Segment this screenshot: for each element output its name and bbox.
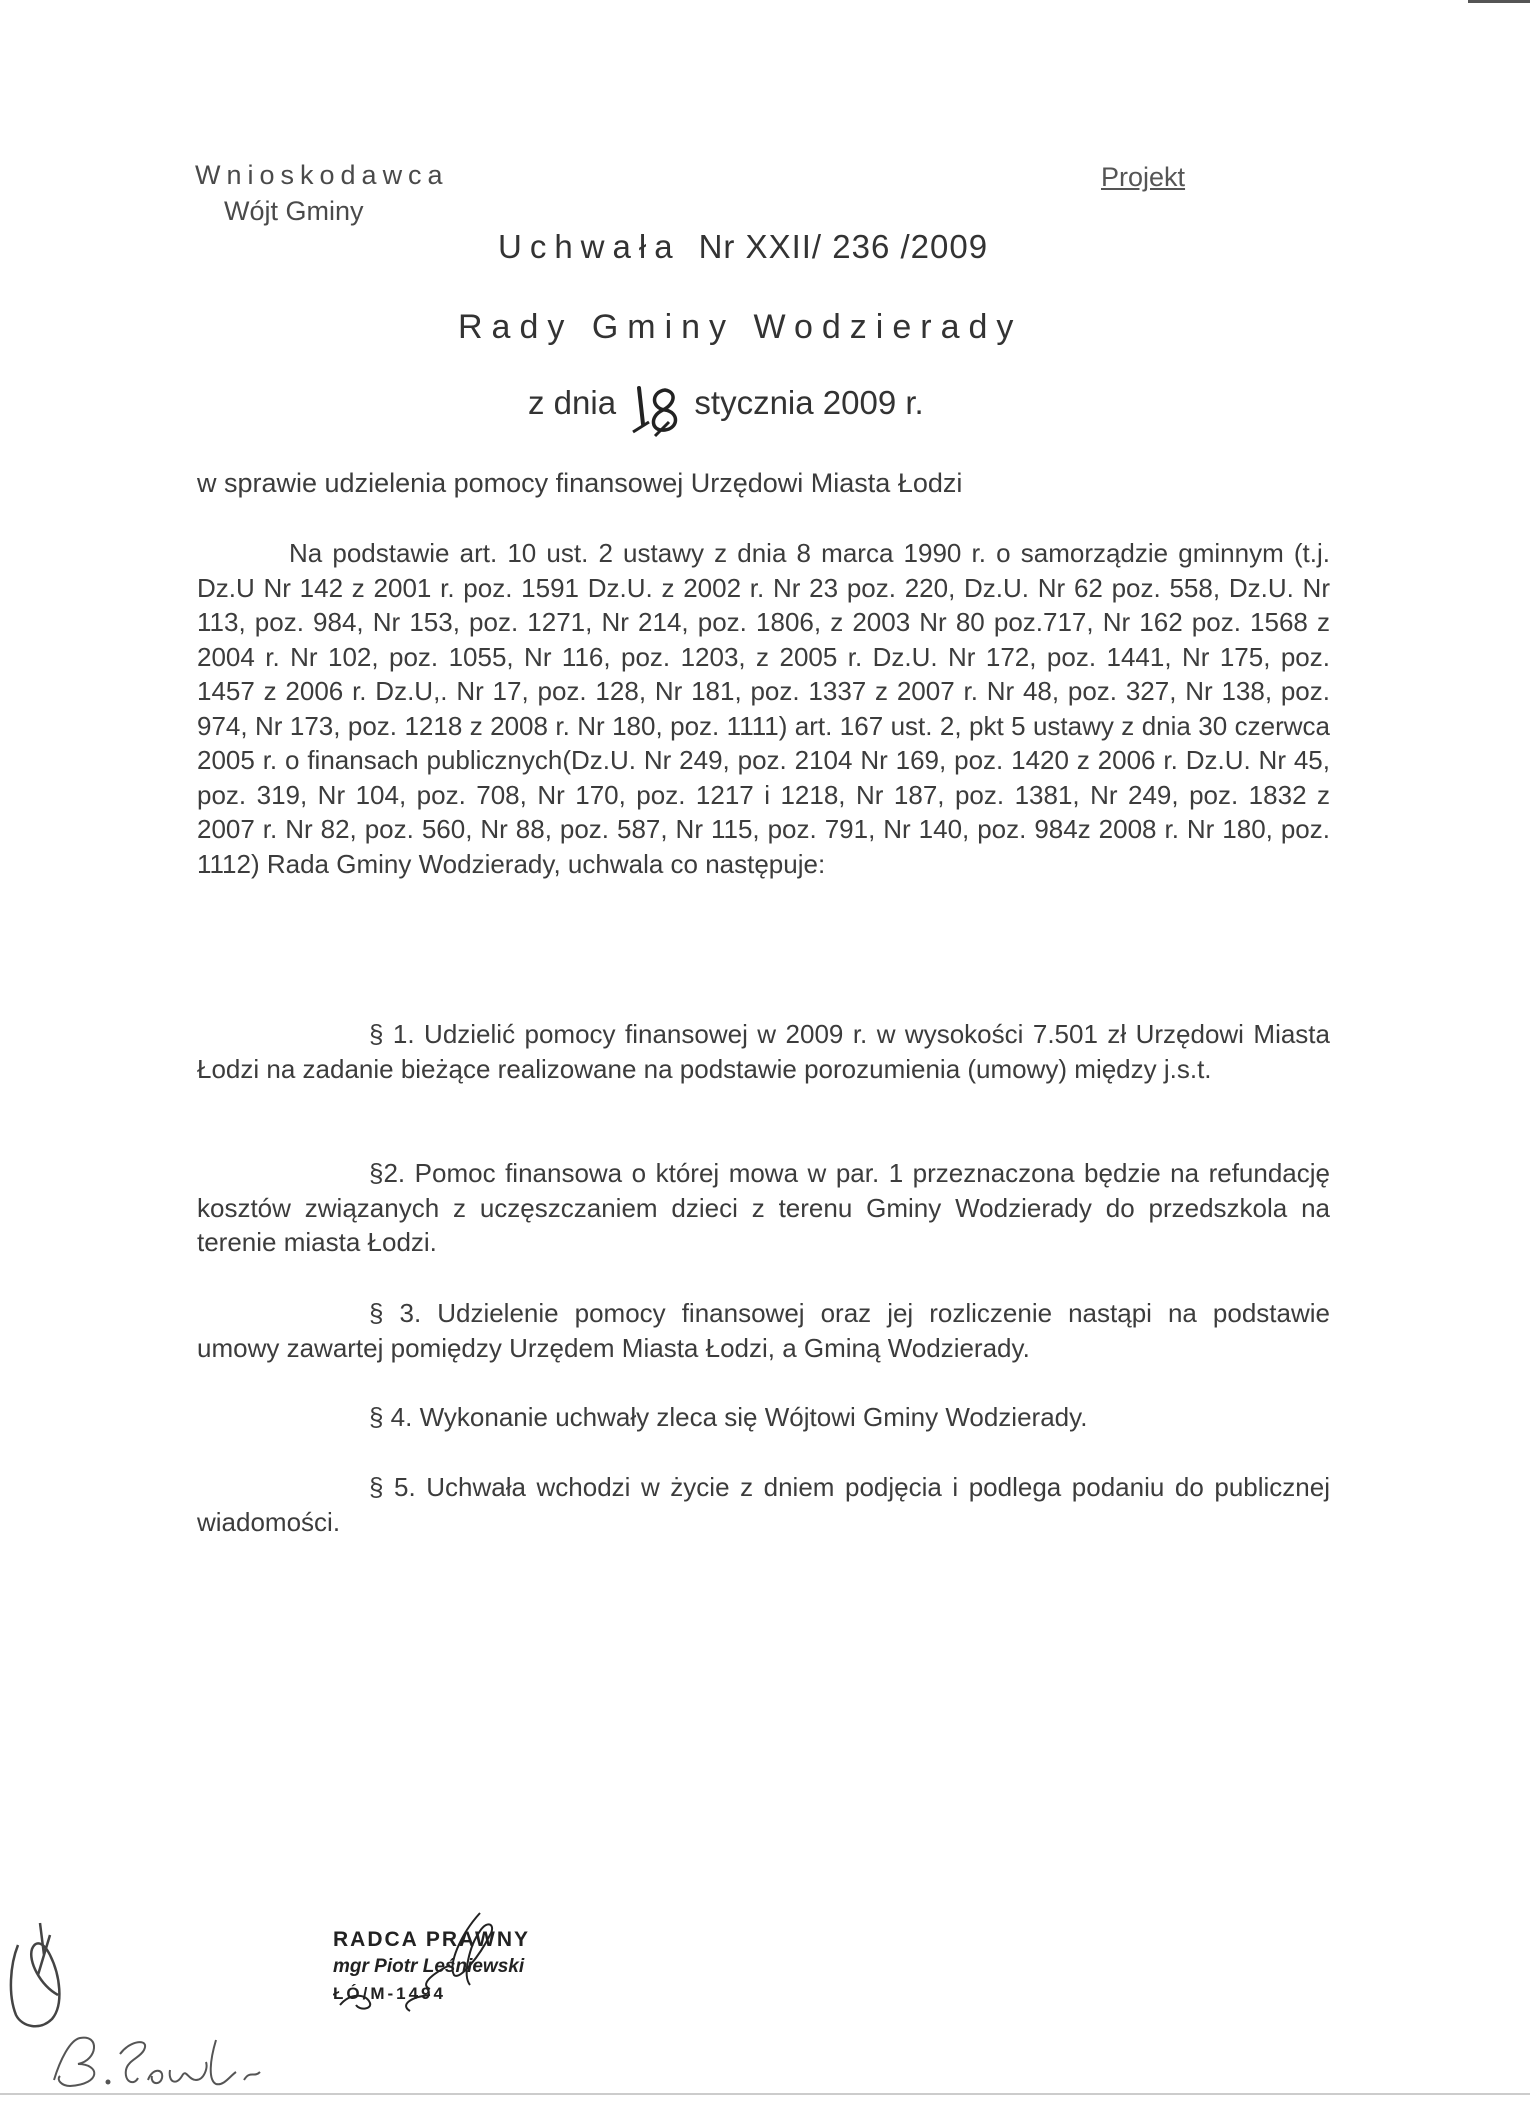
paragraph-2: §2. Pomoc finansowa o której mowa w par. 1 przeznaczona będzie na refundację kosztów związanych z uczęszczaniem dzieci z terenu Gminy Wodzierady do przedszkola na terenie miasta Łodzi. <box>197 1158 1330 1257</box>
stamp-registration: ŁÓ/M-1494 <box>333 1984 446 2003</box>
council-name: Rady Gminy Wodzierady <box>458 308 1023 346</box>
resolution-date <box>528 384 924 422</box>
applicant-name: Wójt Gminy <box>224 196 364 226</box>
handwritten-day-drawing <box>625 380 685 450</box>
paragraph-5: § 5. Uchwała wchodzi w życie z dniem podjęcia i podlega podaniu do publicznej wiadomości. <box>197 1472 1330 1537</box>
applicant-label: Wnioskodawca <box>195 160 449 190</box>
resolution-title <box>498 228 988 266</box>
legal-basis-paragraph: Na podstawie art. 10 ust. 2 ustawy z dnia 8 marca 1990 r. o samorządzie gminnym (t.j. Dz.U Nr 142 z 2001 r. poz. 1591 Dz.U. z 2002 r. Nr 23 poz. 220, Dz.U. Nr 62 poz. 558, Dz.U. Nr 113, poz. 984, Nr 153, poz. 1271, Nr 214, poz. 1806, z 2003 Nr 80 poz.717, Nr 162 poz. 1568 z 2004 r. Nr 102, poz. 1055, Nr 116, poz. 1203, z 2005 r. Dz.U. Nr 172, poz. 1441, Nr 175, poz. 1457 z 2006 r. Dz.U,. Nr 17, poz. 128, Nr 181, poz. 1337 z 2007 r. Nr 48, poz. 327, Nr 138, poz. 974, Nr 173, poz. 1218 z 2008 r. Nr 180, poz. 1111) art. 167 ust. 2, pkt 5 ustawy z dnia 30 czerwca 2005 r. o finansach publicznych(Dz.U. Nr 249, poz. 2104 Nr 169, poz. 1420 z 2006 r. Dz.U. Nr 45, poz. 319, Nr 104, poz. 708, Nr 170, poz. 1217 i 1218, Nr 187, poz. 1381, Nr 249, poz. 1832 z 2007 r. Nr 82, poz. 560, Nr 88, poz. 587, Nr 115, poz. 791, Nr 140, poz. 984z 2008 r. Nr 180, poz. 1112) Rada Gminy Wodzierady, uchwala co następuje: <box>197 538 1330 879</box>
date-prefix: z dnia <box>528 384 617 421</box>
paragraph-4: § 4. Wykonanie uchwały zleca się Wójtowi Gminy Wodzierady. <box>369 1402 1088 1432</box>
resolution-word: Uchwała <box>498 228 681 265</box>
stamp-signature <box>330 1905 560 2025</box>
draft-label: Projekt <box>1101 162 1186 192</box>
paragraph-3: § 3. Udzielenie pomocy finansowej oraz jej rozliczenie nastąpi na podstawie umowy zawartej pomiędzy Urzędem Miasta Łodzi, a Gminą Wodzierady. <box>197 1298 1330 1363</box>
paragraph-1: § 1. Udzielić pomocy finansowej w 2009 r. w wysokości 7.501 zł Urzędowi Miasta Łodzi na zadanie bieżące realizowane na podstawie porozumienia (umowy) między j.s.t. <box>197 1019 1330 1084</box>
scan-bottom-line <box>0 2093 1530 2095</box>
scan-edge-mark <box>1468 0 1530 3</box>
date-rest: stycznia 2009 r. <box>694 384 924 421</box>
stamp-title: RADCA PRAWNY <box>333 1928 531 1951</box>
resolution-subject: w sprawie udzielenia pomocy finansowej Urzędowi Miasta Łodzi <box>197 468 963 498</box>
resolution-number: Nr XXII/ 236 /2009 <box>698 228 989 265</box>
stamp-name: mgr Piotr Leśniewski <box>333 1956 525 1977</box>
handwritten-signature <box>40 2020 280 2100</box>
